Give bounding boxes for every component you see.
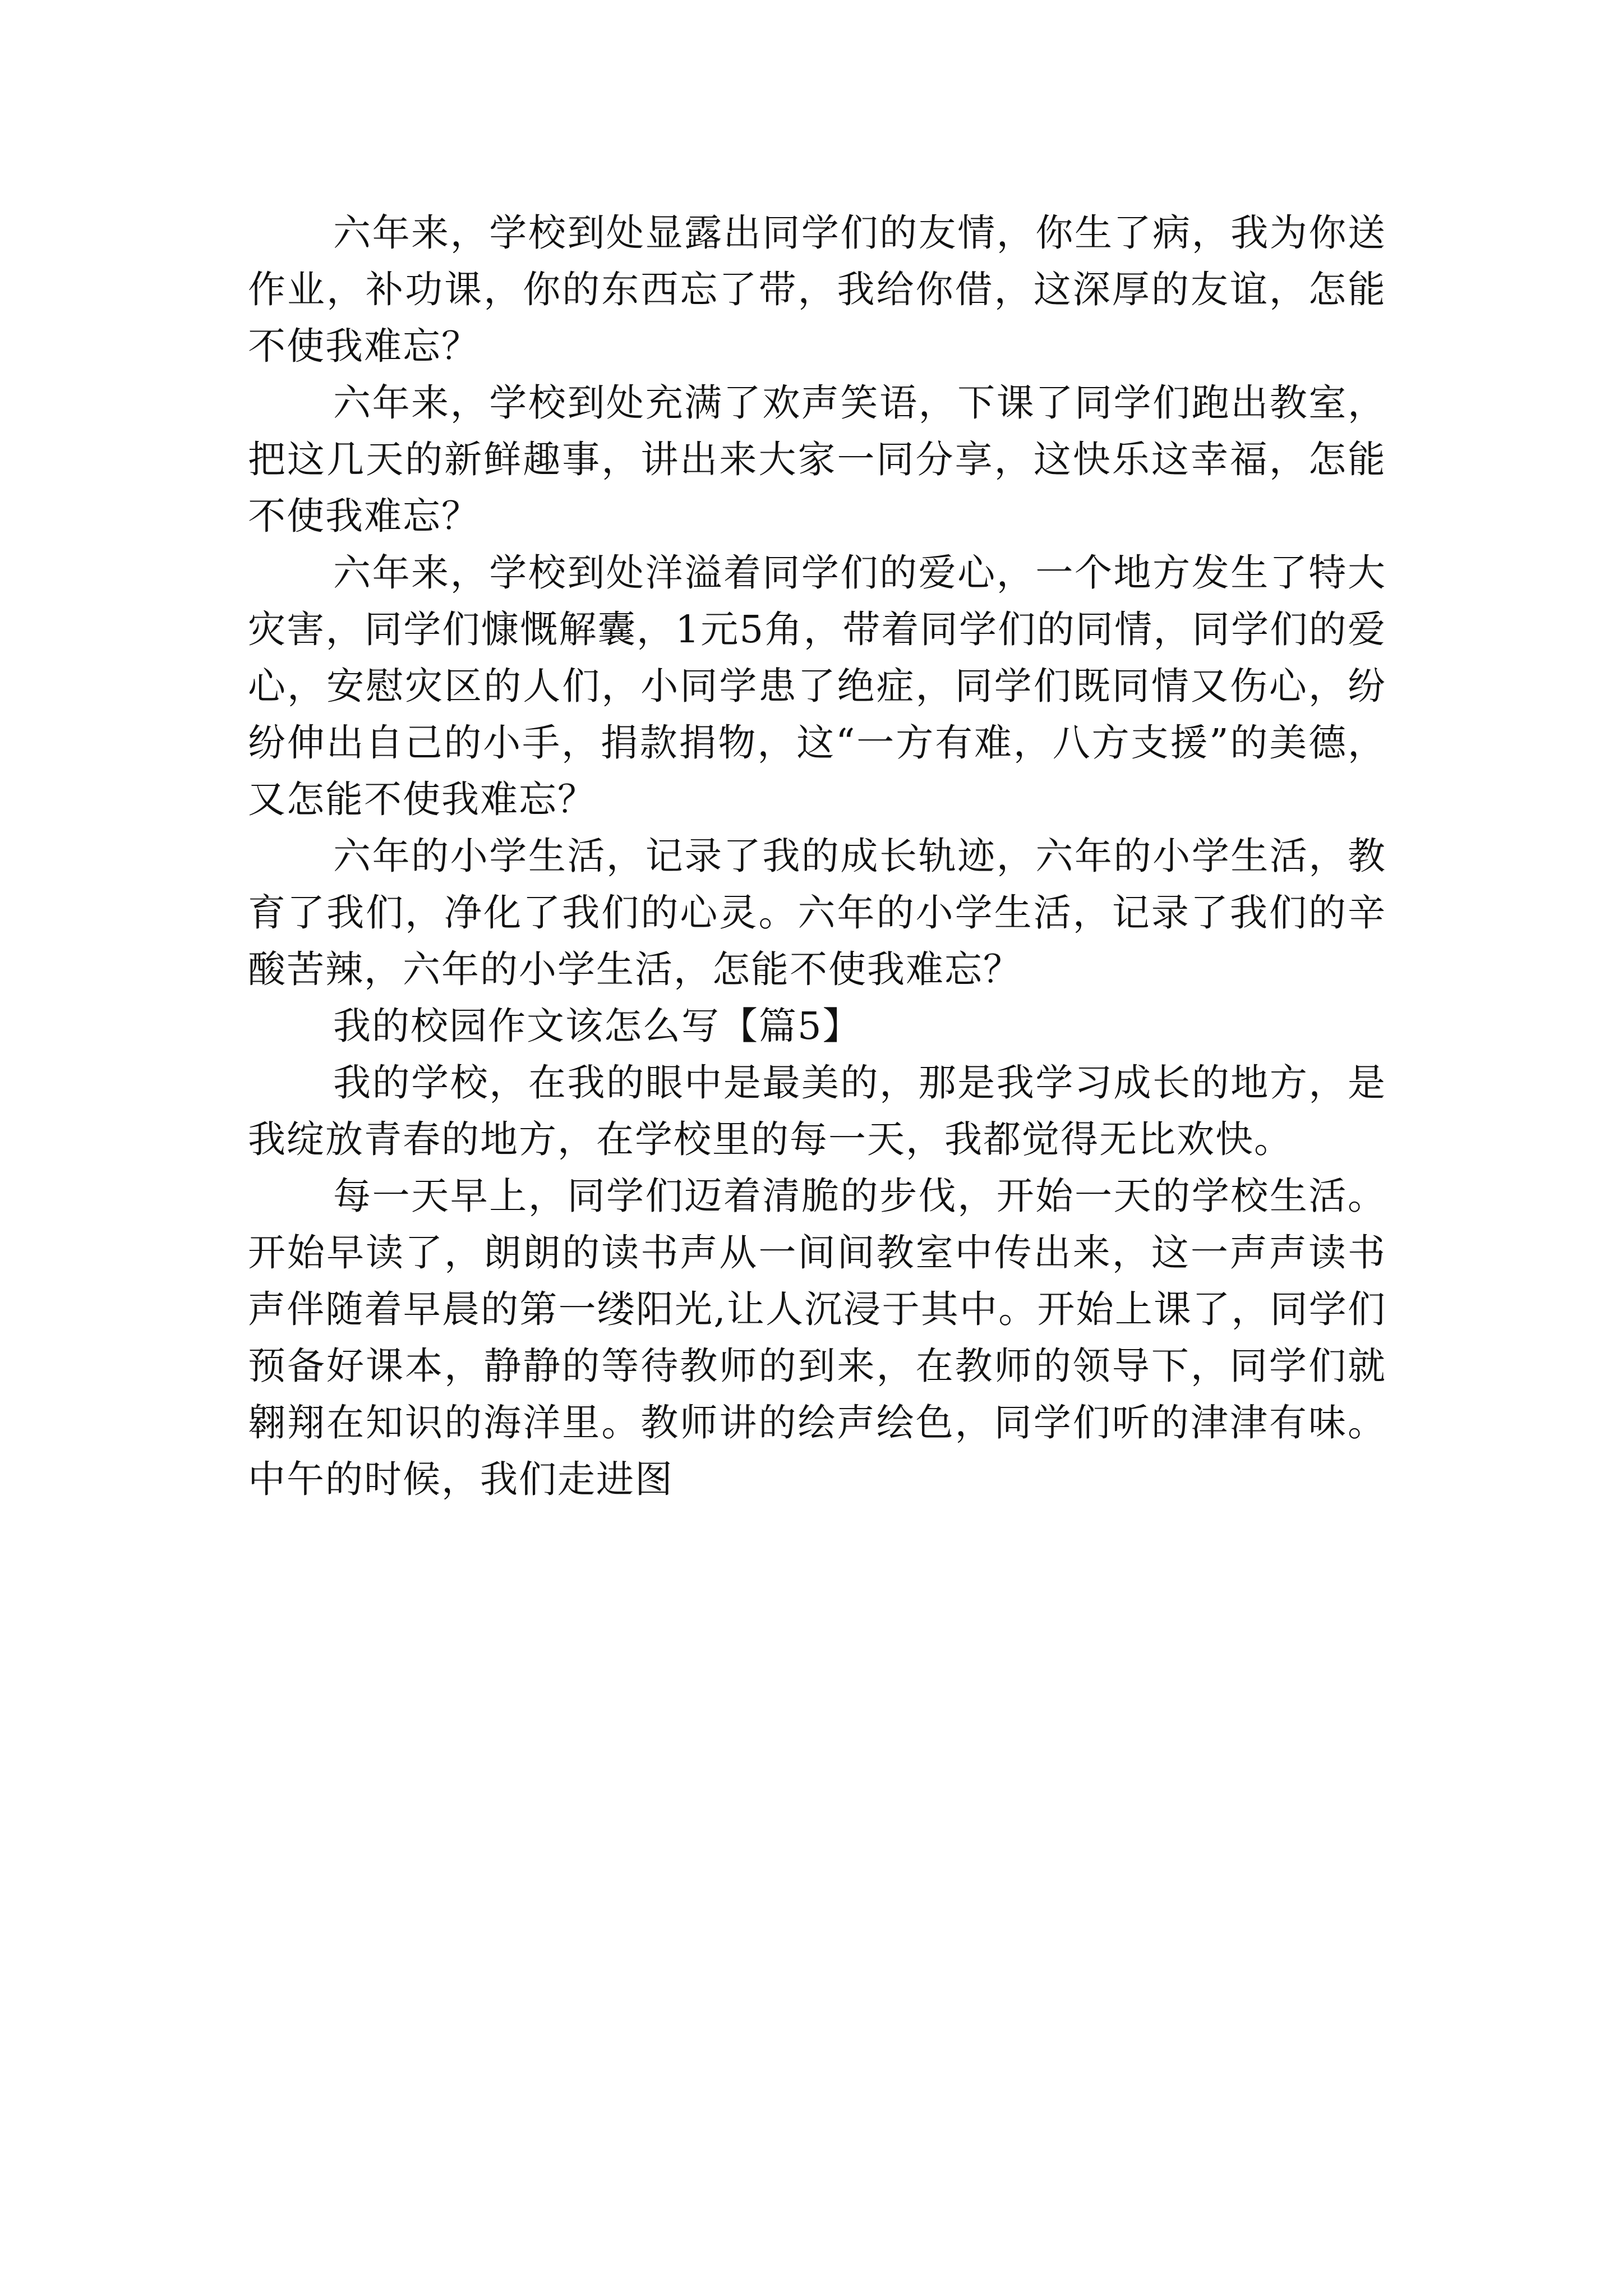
body-paragraph: 六年来，学校到处显露出同学们的友情，你生了病，我为你送作业，补功课，你的东西忘了带，我给你借，这深厚的友谊，怎能不使我难忘？ [248,211,1386,368]
body-paragraph: 我的学校，在我的眼中是最美的，那是我学习成长的地方，是我绽放青春的地方，在学校里的每一天，我都觉得无比欢快。 [248,1061,1386,1161]
section-heading: 我的校园作文该怎么写【篇5】 [333,1004,861,1048]
document-body [248,205,1386,1508]
body-paragraph: 每一天早上，同学们迈着清脆的步伐，开始一天的学校生活。开始早读了，朗朗的读书声从一间间教室中传出来，这一声声读书声伴随着早晨的第一缕阳光,让人沉浸于其中。开始上课了，同学们预备好课本，静静的等待教师的到来，在教师的领导下，同学们就翱翔在知识的海洋里。教师讲的绘声绘色，同学们听的津津有味。中午的时候，我们走进图 [248,1174,1386,1501]
body-paragraph: 六年来，学校到处洋溢着同学们的爱心，一个地方发生了特大灾害，同学们慷慨解囊，1元5角，带着同学们的同情，同学们的爱心，安慰灾区的人们，小同学患了绝症，同学们既同情又伤心，纷纷伸出自己的小手，捐款捐物，这“一方有难，八方支援”的美德，又怎能不使我难忘？ [248,551,1386,821]
body-paragraph: 六年的小学生活，记录了我的成长轨迹，六年的小学生活，教育了我们，净化了我们的心灵。六年的小学生活，记录了我们的辛酸苦辣，六年的小学生活，怎能不使我难忘？ [248,834,1386,991]
body-paragraph: 六年来，学校到处充满了欢声笑语，下课了同学们跑出教室，把这几天的新鲜趣事，讲出来大家一同分享，这快乐这幸福，怎能不使我难忘？ [248,381,1386,538]
